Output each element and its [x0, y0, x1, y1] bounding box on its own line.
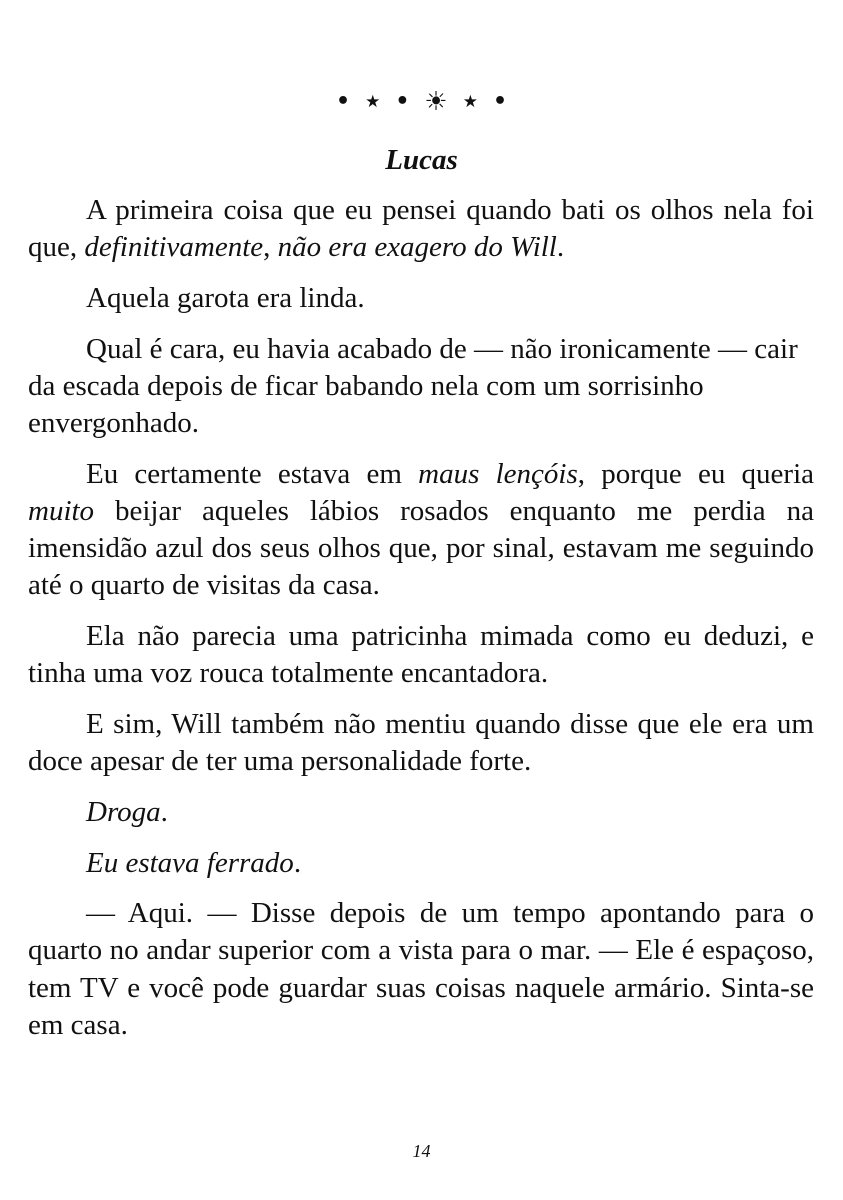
chapter-body — [28, 192, 814, 1058]
paragraph-text: , — [263, 231, 278, 264]
emphasis-text: Eu estava ferrado — [86, 846, 294, 879]
paragraph: — Aqui. — Disse depois de um tempo apontando para o quarto no andar superior com a vista para o mar. — Ele é espaçoso, tem TV e você pode guardar suas coisas naquele armário. Sinta-se em casa. — [28, 897, 814, 1041]
paragraph-text: beijar aqueles lábios rosados enquanto me perdia na imensidão azul dos seus olhos que, por sinal, estavam me seguindo até o quarto de visitas da casa. — [28, 494, 814, 602]
paragraph-text: Eu certamente estava em — [86, 457, 419, 490]
emphasis-text: definitivamente — [84, 231, 264, 264]
star-icon: ★ — [462, 92, 478, 112]
chapter-ornament — [0, 84, 843, 120]
paragraph — [28, 845, 814, 882]
emphasis-text: não era exagero do Will — [277, 231, 557, 264]
paragraph-text: . — [556, 231, 565, 264]
emphasis-text: Droga — [86, 795, 161, 828]
paragraph: Aquela garota era linda. — [86, 281, 365, 314]
paragraph-text: . — [160, 795, 168, 828]
paragraph-text: , porque eu queria — [577, 457, 815, 490]
paragraph — [28, 794, 814, 831]
paragraph — [28, 192, 814, 266]
dot-icon: • — [492, 89, 507, 114]
paragraph: Ela não parecia uma patricinha mimada como eu deduzi, e tinha uma voz rouca totalmente encantadora. — [28, 620, 814, 690]
paragraph: E sim, Will também não mentiu quando disse que ele era um doce apesar de ter uma personalidade forte. — [28, 707, 814, 778]
paragraph-text: . — [293, 846, 302, 879]
emphasis-text: muito — [28, 494, 95, 527]
paragraph: Qual é cara, eu havia acabado de — não ironicamente — cair da escada depois de ficar babando nela com um sorrisinho envergonhado. — [28, 332, 798, 440]
emphasis-text: maus lençóis — [418, 457, 578, 490]
paragraph-text: A primeira coisa que eu pensei quando bati os olhos nela foi que, — [28, 194, 814, 264]
dot-icon: • — [395, 89, 410, 114]
paragraph — [28, 456, 814, 605]
sun-icon: ☀ — [424, 87, 448, 117]
dot-icon: • — [336, 89, 351, 114]
chapter-title: Lucas — [385, 144, 458, 176]
page-number: 14 — [412, 1141, 431, 1161]
star-icon: ★ — [365, 92, 381, 112]
